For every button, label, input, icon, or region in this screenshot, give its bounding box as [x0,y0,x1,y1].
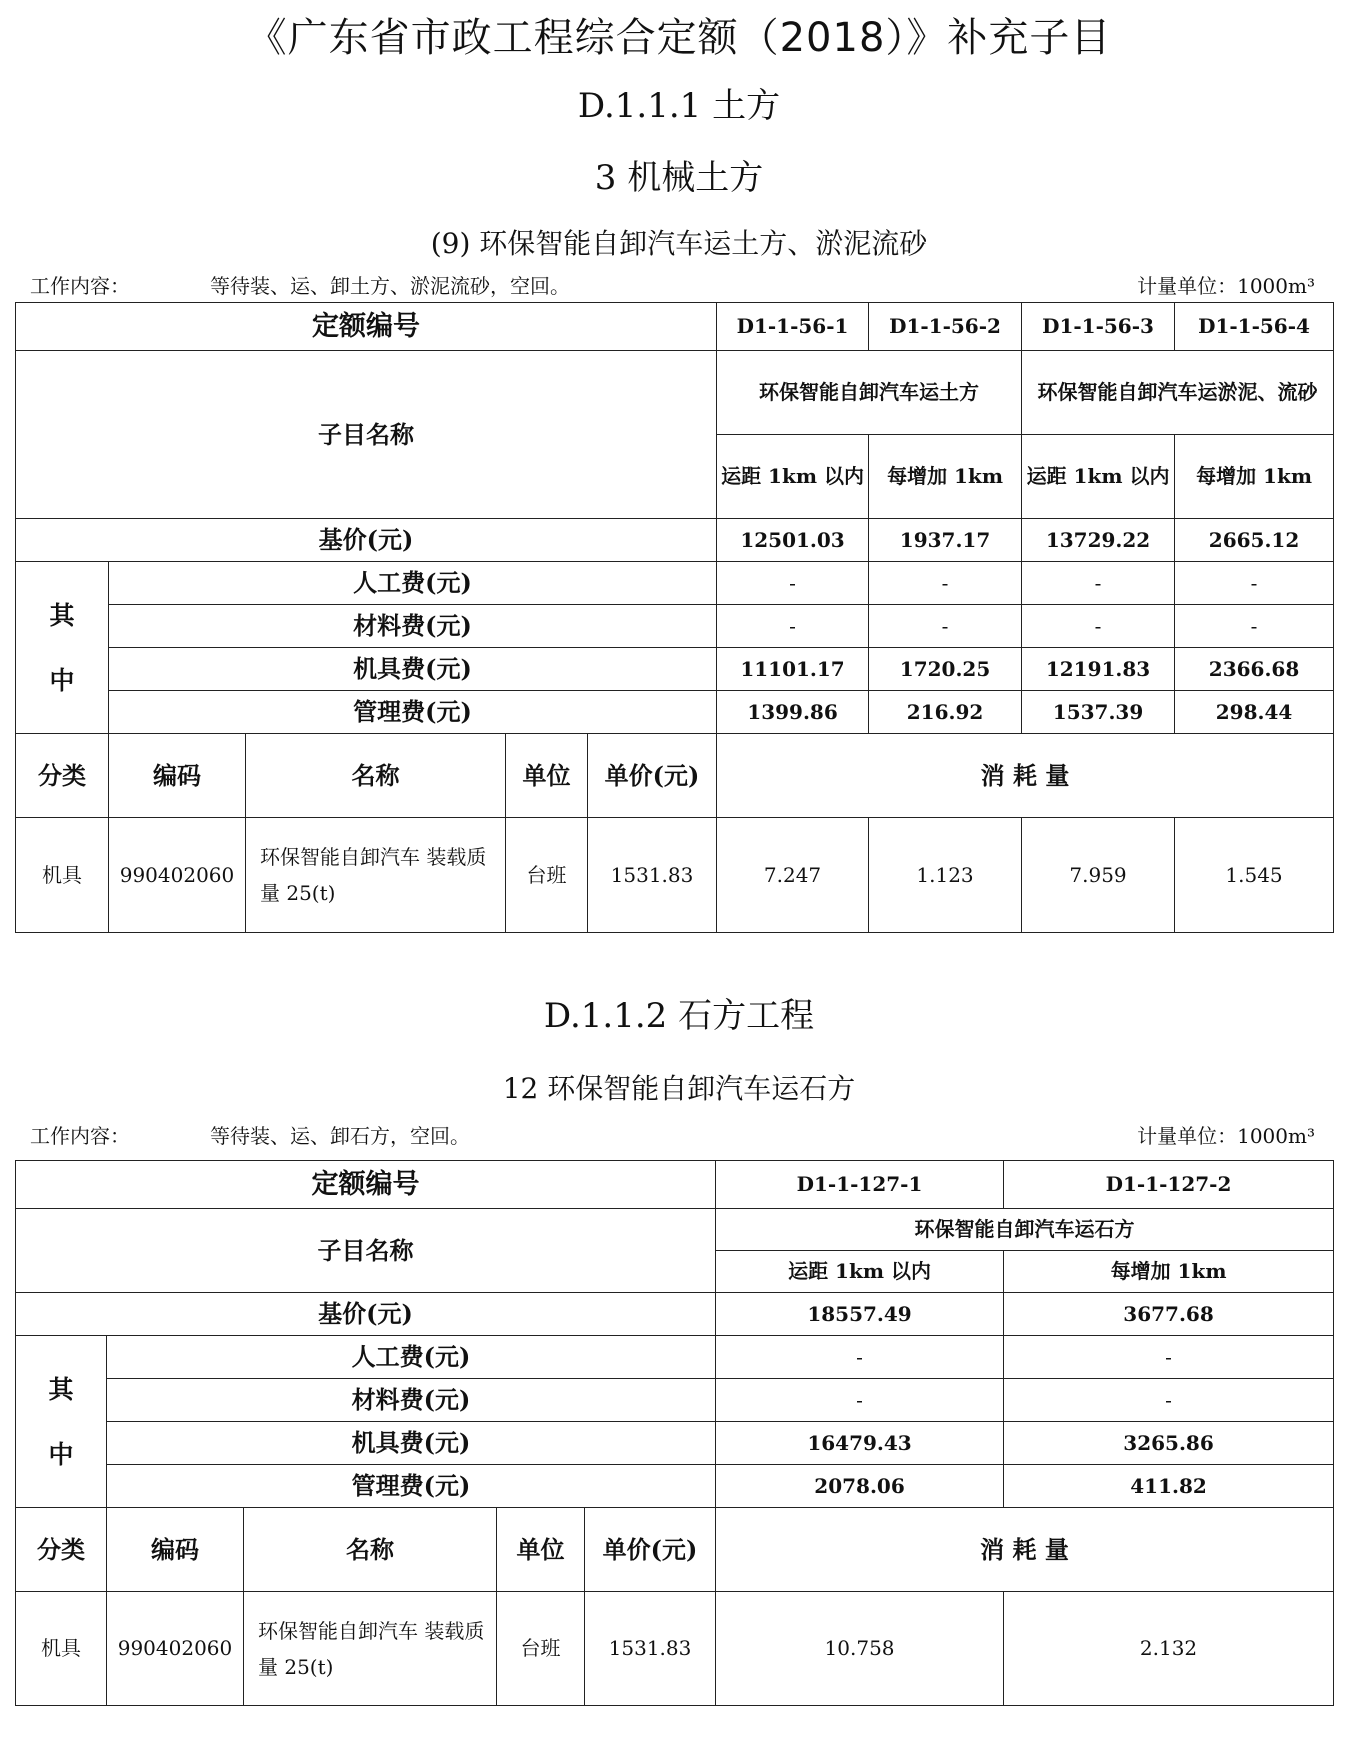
machine-cell: 3265.86 [1004,1422,1334,1465]
sub-cell: 每增加 1km [869,435,1022,519]
sub-cell: 每增加 1km [1004,1251,1334,1293]
col-class-header: 分类 [16,1508,107,1592]
mgmt-row [16,691,1334,734]
labor-cell: - [1175,562,1334,605]
quantity-cell: 2.132 [1004,1592,1334,1706]
quantity-cell: 1.123 [869,818,1022,933]
section1-subheading: 3 机械土方 [594,158,764,198]
mgmt-row [16,1465,1334,1508]
material-cell: - [1004,1379,1334,1422]
measure-unit: 计量单位：1000m³ [1137,274,1315,298]
col-unit-header: 单位 [497,1508,585,1592]
group-cell: 环保智能自卸汽车运淤泥、流砂 [1022,351,1334,435]
sub-cell: 运距 1km 以内 [716,1251,1004,1293]
labor-cell: - [1022,562,1175,605]
section1-heading: D.1.1.1 土方 [577,86,781,126]
machine-cell: 1720.25 [869,648,1022,691]
resource-row [16,1592,1334,1706]
resource-class: 机具 [16,1592,107,1706]
resource-row [16,818,1334,933]
of-which-label [16,562,109,734]
mgmt-cell: 298.44 [1175,691,1334,734]
mgmt-label: 管理费(元) [109,691,717,734]
col-code-header: 编码 [107,1508,244,1592]
section2-item-title: 12 环保智能自卸汽车运石方 [502,1072,856,1105]
quantity-cell: 7.959 [1022,818,1175,933]
code-label: 定额编号 [16,303,717,351]
base-price-cell: 2665.12 [1175,519,1334,562]
base-price-cell: 1937.17 [869,519,1022,562]
code-cell: D1-1-56-2 [869,303,1022,351]
labor-cell: - [717,562,869,605]
col-name-header: 名称 [246,734,506,818]
base-price-label: 基价(元) [16,519,717,562]
resource-unit: 台班 [497,1592,585,1706]
base-price-label: 基价(元) [16,1293,716,1336]
base-price-row [16,519,1334,562]
code-cell: D1-1-127-2 [1004,1161,1334,1209]
resource-name: 环保智能自卸汽车 装载质量 25(t) [246,818,506,933]
quota-table-2 [15,1160,1334,1706]
of-which-label [16,1336,107,1508]
code-cell: D1-1-56-3 [1022,303,1175,351]
quantity-cell: 1.545 [1175,818,1334,933]
group-cell: 环保智能自卸汽车运石方 [716,1209,1334,1251]
group-cell: 环保智能自卸汽车运土方 [717,351,1022,435]
col-price-header: 单价(元) [585,1508,716,1592]
col-name-header: 名称 [244,1508,497,1592]
mgmt-cell: 216.92 [869,691,1022,734]
labor-label: 人工费(元) [109,562,717,605]
qi-char: 其 [49,600,75,630]
col-code-header: 编码 [109,734,246,818]
machine-label: 机具费(元) [109,648,717,691]
code-cell: D1-1-56-1 [717,303,869,351]
work-content-text: 等待装、运、卸石方，空回。 [210,1124,470,1148]
machine-cell: 11101.17 [717,648,869,691]
measure-unit: 计量单位：1000m³ [1137,1124,1315,1148]
code-cell: D1-1-56-4 [1175,303,1334,351]
sub-cell: 运距 1km 以内 [717,435,869,519]
work-content-label: 工作内容： [30,1124,130,1148]
labor-row [16,1336,1334,1379]
group-row [16,1209,1334,1251]
code-row [16,303,1334,351]
base-price-cell: 3677.68 [1004,1293,1334,1336]
labor-cell: - [716,1336,1004,1379]
col-consumption-header: 消 耗 量 [716,1508,1334,1592]
labor-row [16,562,1334,605]
machine-label: 机具费(元) [107,1422,716,1465]
col-unit-header: 单位 [506,734,588,818]
mgmt-cell: 411.82 [1004,1465,1334,1508]
resource-code: 990402060 [107,1592,244,1706]
column-header-row [16,1508,1334,1592]
mgmt-cell: 1399.86 [717,691,869,734]
labor-cell: - [869,562,1022,605]
zhong-char: 中 [49,665,75,695]
material-row [16,1379,1334,1422]
code-label: 定额编号 [16,1161,716,1209]
material-cell: - [869,605,1022,648]
mgmt-cell: 2078.06 [716,1465,1004,1508]
section1-item-title: (9) 环保智能自卸汽车运土方、淤泥流砂 [430,227,928,260]
mgmt-cell: 1537.39 [1022,691,1175,734]
machine-row [16,648,1334,691]
item-name-label: 子目名称 [16,1209,716,1293]
material-row [16,605,1334,648]
material-label: 材料费(元) [109,605,717,648]
work-content-label: 工作内容： [30,274,130,298]
base-price-cell: 18557.49 [716,1293,1004,1336]
sub-cell: 运距 1km 以内 [1022,435,1175,519]
base-price-row [16,1293,1334,1336]
material-cell: - [1175,605,1334,648]
mgmt-label: 管理费(元) [107,1465,716,1508]
machine-cell: 2366.68 [1175,648,1334,691]
resource-price: 1531.83 [588,818,717,933]
base-price-cell: 12501.03 [717,519,869,562]
column-header-row [16,734,1334,818]
document-title: 《广东省市政工程综合定额（2018）》补充子目 [246,15,1112,61]
machine-cell: 16479.43 [716,1422,1004,1465]
labor-cell: - [1004,1336,1334,1379]
material-cell: - [716,1379,1004,1422]
machine-cell: 12191.83 [1022,648,1175,691]
quantity-cell: 7.247 [717,818,869,933]
sub-cell: 每增加 1km [1175,435,1334,519]
material-label: 材料费(元) [107,1379,716,1422]
col-consumption-header: 消 耗 量 [717,734,1334,818]
work-content-text: 等待装、运、卸土方、淤泥流砂，空回。 [210,274,570,298]
resource-unit: 台班 [506,818,588,933]
labor-label: 人工费(元) [107,1336,716,1379]
col-class-header: 分类 [16,734,109,818]
base-price-cell: 13729.22 [1022,519,1175,562]
section2-heading: D.1.1.2 石方工程 [543,996,815,1036]
resource-class: 机具 [16,818,109,933]
resource-name: 环保智能自卸汽车 装载质量 25(t) [244,1592,497,1706]
group-row [16,351,1334,435]
code-cell: D1-1-127-1 [716,1161,1004,1209]
code-row [16,1161,1334,1209]
machine-row [16,1422,1334,1465]
resource-code: 990402060 [109,818,246,933]
quantity-cell: 10.758 [716,1592,1004,1706]
material-cell: - [1022,605,1175,648]
zhong-char: 中 [48,1439,74,1469]
qi-char: 其 [48,1374,74,1404]
quota-table-1 [15,302,1334,933]
item-name-label: 子目名称 [16,351,717,519]
material-cell: - [717,605,869,648]
col-price-header: 单价(元) [588,734,717,818]
resource-price: 1531.83 [585,1592,716,1706]
